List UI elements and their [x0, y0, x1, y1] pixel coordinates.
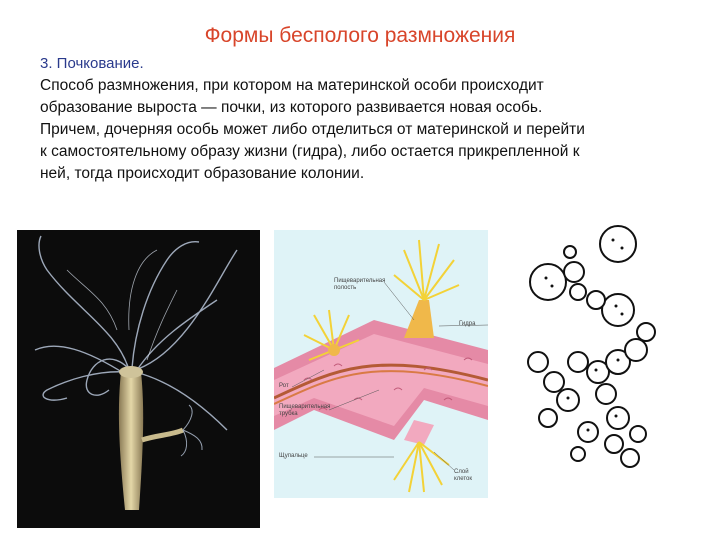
label-hydra: Гидра — [459, 321, 476, 327]
body-paragraph — [40, 75, 690, 185]
body-line: Причем, дочерняя особь может либо отделиться от материнской и перейти — [40, 121, 585, 138]
section-heading: 3. Почкование. — [40, 55, 144, 72]
label-layer-2: клеток — [454, 476, 472, 482]
label-rot: Рот — [279, 383, 289, 389]
label-tube-2: трубка — [279, 411, 298, 417]
hydra-photo-icon — [17, 230, 260, 528]
hydra-photo — [17, 230, 260, 528]
body-line: к самостоятельному образу жизни (гидра), либо остается прикрепленной к — [40, 143, 580, 160]
label-tube-1: Пищеварительная — [279, 404, 331, 410]
label-mouth-2: полость — [334, 285, 357, 291]
colony-diagram — [274, 230, 488, 498]
budding-yeast-drawing — [518, 222, 668, 484]
label-mouth-1: Пищеварительная — [334, 278, 386, 284]
body-line: образование выроста — почки, из которого развивается новая особь. — [40, 99, 543, 116]
label-layer-1: Слой — [454, 469, 469, 475]
slide-title: Формы бесполого размножения — [204, 24, 516, 47]
colony-diagram-icon — [274, 230, 488, 498]
body-line: ней, тогда происходит образование колонии. — [40, 165, 365, 182]
budding-yeast-icon — [518, 222, 668, 484]
body-line: Способ размножения, при котором на материнской особи происходит — [40, 77, 544, 94]
label-tentacle: Щупальце — [279, 453, 308, 459]
